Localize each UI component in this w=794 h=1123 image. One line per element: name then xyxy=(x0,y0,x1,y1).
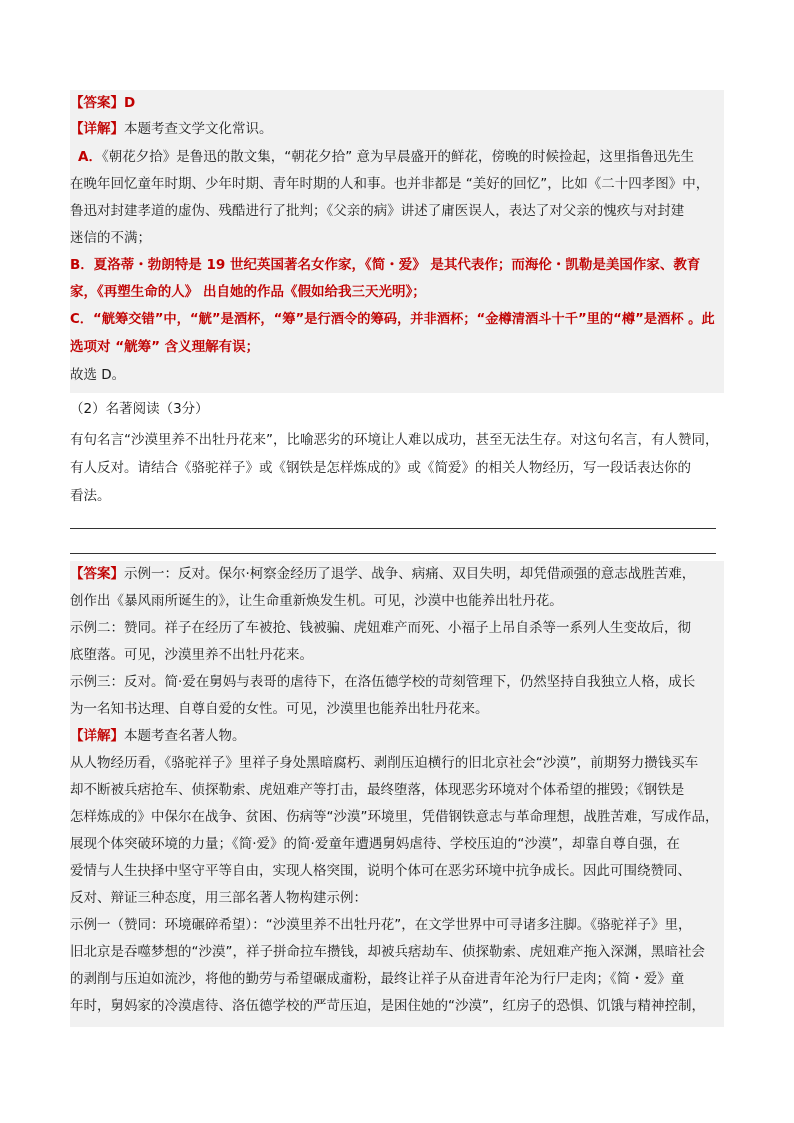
detail-text-line: 从人物经历看，《骆驼祥子》里祥子身处黑暗腐朽、剥削压迫横行的旧北京社会“沙漠”，前期努力攒钱买车 xyxy=(70,755,699,771)
question-line: 有人反对。请结合《骆驼祥子》或《钢铁是怎样炼成的》或《简爱》的相关人物经历，写一段话表达你的 xyxy=(70,460,691,476)
example-text: 示例一：反对。保尔·柯察金经历了退学、战争、病痛、双目失明，却凭借顽强的意志战胜苦难， xyxy=(124,566,696,582)
detail-text-line: 怎样炼成的》中保尔在战争、贫困、伤病等“沙漠”环境里，凭借钢铁意志与革命理想，战胜苦难，写成作品， xyxy=(70,809,719,825)
answer-tag: 【答案】 xyxy=(70,566,124,582)
option-a-text: 《朝花夕拾》是鲁迅的散文集，“朝花夕拾” 意为早晨盛开的鲜花，傍晚的时候捡起，这里指鲁迅先生 xyxy=(101,149,694,165)
option-c-line: 选项对 “觥筹” 含义理解有误； xyxy=(70,339,260,355)
option-c-label: C． xyxy=(70,312,93,327)
example-line: 为一名知书达理、自尊自爱的女性。可见，沙漠里也能养出牡丹花来。 xyxy=(70,701,489,717)
detail-text-line: 反对、辩证三种态度，用三部名著人物构建示例： xyxy=(70,890,367,906)
answer-block-2 xyxy=(70,561,724,1027)
detail-line xyxy=(70,727,246,745)
conclusion: 故选 D。 xyxy=(70,367,126,383)
option-b-line xyxy=(70,256,700,274)
option-b-line: 家，《再塑生命的人》 出自她的作品《假如给我三天光明》； xyxy=(70,284,426,300)
option-c-text: “觥筹交错”中，“觥”是酒杯，“筹”是行酒令的筹码，并非酒杯；“金樽清酒斗十千”里的“樽”是酒杯 。此 xyxy=(92,312,715,327)
option-b-text: 夏洛蒂・勃朗特是 19 世纪英国著名女作家，《简・爱》 是其代表作；而海伦・凯勒是美国作家、教育 xyxy=(93,257,701,273)
detail-text-line: 却不断被兵痞抢车、侦探勒索、虎妞难产等打击，最终堕落，体现恶劣环境对个体希望的摧毁；《钢铁是 xyxy=(70,782,685,798)
example-line: 示例二：赞同。祥子在经历了车被抢、钱被骗、虎妞难产而死、小福子上吊自杀等一系列人生变故后，彻 xyxy=(70,620,691,636)
option-b-label: B． xyxy=(70,257,94,273)
option-a-line: 鲁迅对封建孝道的虚伪、残酷进行了批判；《父亲的病》讲述了庸医误人，表达了对父亲的愧疚与对封建 xyxy=(70,203,685,219)
detail-tag: 【详解】 xyxy=(70,728,124,744)
detail-text-line: 爱情与人生抉择中坚守平等自由，实现人格突围，说明个体可在恶劣环境中抗争成长。因此可围绕赞同、 xyxy=(70,863,691,879)
question-line: 看法。 xyxy=(70,488,111,504)
option-a-line: 在晚年回忆童年时期、少年时期、青年时期的人和事。也并非都是 “美好的回忆”，比如《二十四孝图》中， xyxy=(70,176,710,192)
example-line: 创作出《暴风雨所诞生的》，让生命重新焕发生机。可见，沙漠中也能养出牡丹花。 xyxy=(70,593,563,609)
option-a-label: A． xyxy=(78,149,102,165)
answer-line xyxy=(70,94,135,112)
question-heading: （2）名著阅读（3分） xyxy=(70,401,209,417)
detail-text-line: 年时，舅妈家的冷漠虐待、洛伍德学校的严苛压迫，是困住她的“沙漠”，红房子的恐惧、饥饿与精神控制， xyxy=(70,998,705,1014)
answer-block-1 xyxy=(70,90,724,393)
answer-rule xyxy=(70,553,716,554)
option-a-line xyxy=(78,148,694,166)
detail-text-line: 的剥削与压迫如流沙，将他的勤劳与希望碾成齑粉，最终让祥子从奋进青年沦为行尸走肉；《简・爱》童 xyxy=(70,971,685,987)
detail-intro: 本题考查文学文化常识。 xyxy=(124,121,273,137)
detail-intro: 本题考查名著人物。 xyxy=(124,728,246,744)
detail-text-line: 旧北京是吞噬梦想的“沙漠”，祥子拼命拉车攒钱，却被兵痞劫车、侦探勒索、虎妞难产拖入深渊，黑暗社会 xyxy=(70,944,705,960)
question-line: 有句名言“沙漠里养不出牡丹花来”，比喻恶劣的环境让人难以成功，甚至无法生存。对这句名言，有人赞同， xyxy=(70,432,719,448)
example-line xyxy=(70,565,695,583)
example-line: 示例三：反对。简·爱在舅妈与表哥的虐待下，在洛伍德学校的苛刻管理下，仍然坚持自我独立人格，成长 xyxy=(70,674,696,690)
answer-rule xyxy=(70,528,716,529)
detail-tag: 【详解】 xyxy=(70,121,124,137)
detail-text-line: 展现个体突破环境的力量；《简·爱》的简·爱童年遭遇舅妈虐待、学校压迫的“沙漠”，却靠自尊自强，在 xyxy=(70,836,680,852)
option-c-line xyxy=(70,311,715,329)
detail-line xyxy=(70,120,273,138)
answer-tag: 【答案】 xyxy=(70,95,124,111)
option-a-line: 迷信的不满； xyxy=(70,230,151,246)
example-line: 底堕落。可见，沙漠里养不出牡丹花来。 xyxy=(70,647,313,663)
answer-value: D xyxy=(124,95,136,111)
detail-text-line: 示例一（赞同：环境碾碎希望）：“沙漠里养不出牡丹花”，在文学世界中可寻诸多注脚。《骆驼祥子》里， xyxy=(70,917,692,933)
